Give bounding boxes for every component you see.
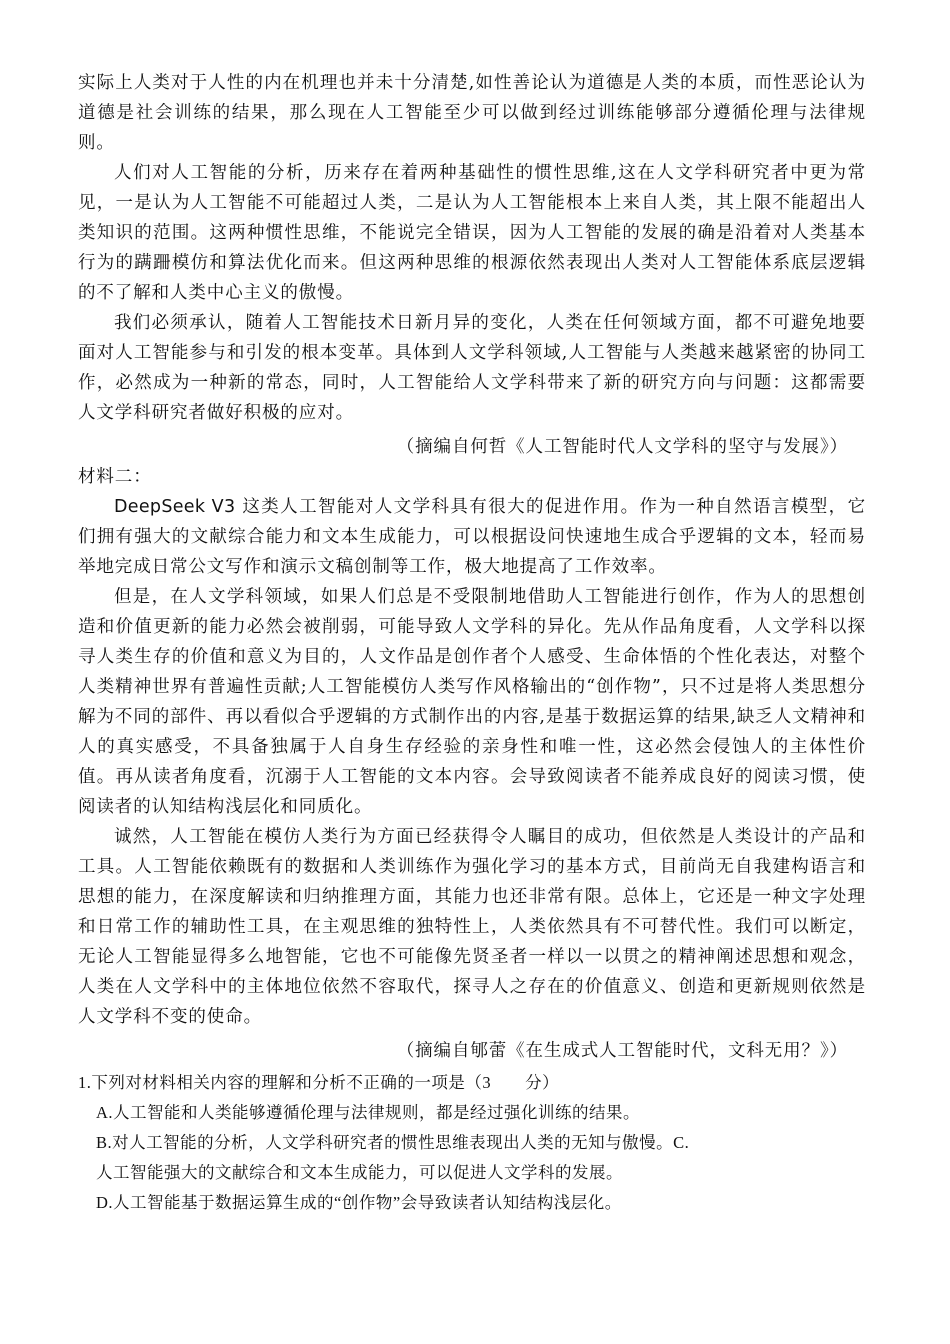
exam-page — [78, 68, 866, 1218]
material-two-paragraph-3: 诚然，人工智能在模仿人类行为方面已经获得令人瞩目的成功，但依然是人类设计的产品和工具。人工智能依赖既有的数据和人类训练作为强化学习的基本方式，目前尚无自我建构语言和思想的能力，在深度解读和归纳推理方面，其能力也还非常有限。总体上，它还是一种文字处理和日常工作的辅助性工具，在主观思维的独特性上，人类依然具有不可替代性。我们可以断定，无论人工智能显得多么地智能，它也不可能像先贤圣者一样以一以贯之的精神阐述思想和观念，人类在人文学科中的主体地位依然不容取代，探寻人之存在的价值意义、创造和更新规则依然是人文学科不变的使命。 — [78, 827, 866, 1027]
material-one-paragraph-1: 实际上人类对于人性的内在机理也并未十分清楚,如性善论认为道德是人类的本质，而性恶论认为道德是社会训练的结果，那么现在人工智能至少可以做到经过训练能够部分遵循伦理与法律规则。 — [78, 73, 866, 153]
option-c: 人工智能强大的文献综合和文本生成能力，可以促进人文学科的发展。 — [96, 1163, 623, 1182]
material-one-source: （摘编自何哲《人工智能时代人文学科的坚守与发展》） — [396, 437, 848, 457]
question-1 — [78, 1068, 866, 1218]
material-one-paragraph-2: 人们对人工智能的分析，历来存在着两种基础性的惯性思维,这在人文学科研究者中更为常见，一是认为人工智能不可能超过人类，二是认为人工智能根本上来自人类，其上限不能超出人类知识的范围。这两种惯性思维，不能说完全错误，因为人工智能的发展的确是沿着对人类基本行为的蹒跚模仿和算法优化而来。但这两种思维的根源依然表现出人类对人工智能体系底层逻辑的不了解和人类中心主义的傲慢。 — [78, 163, 866, 303]
material-two-paragraph-1-text: 这类人工智能对人文学科具有很大的促进作用。作为一种自然语言模型，它们拥有强大的文献综合能力和文本生成能力，可以根据设问快速地生成合乎逻辑的文本，轻而易举地完成日常公文写作和演示文稿创制等工作，极大地提高了工作效率。 — [78, 497, 866, 577]
question-stem: 1.下列对材料相关内容的理解和分析不正确的一项是（3 分） — [78, 1073, 560, 1092]
material-one-paragraph-3: 我们必须承认，随着人工智能技术日新月异的变化，人类在任何领域方面，都不可避免地要面对人工智能参与和引发的根本变革。具体到人文学科领域,人工智能与人类越来越紧密的协同工作，必然成为一种新的常态，同时，人工智能给人文学科带来了新的研究方向与问题：这都需要人文学科研究者做好积极的应对。 — [78, 313, 866, 423]
material-two-heading: 材料二： — [78, 467, 152, 487]
material-two-paragraph-1 — [78, 492, 866, 582]
option-a: A.人工智能和人类能够遵循伦理与法律规则，都是经过强化训练的结果。 — [96, 1103, 641, 1122]
material-two-source: （摘编自郇蕾《在生成式人工智能时代，文科无用？》） — [396, 1041, 848, 1061]
option-b: B.对人工智能的分析，人文学科研究者的惯性思维表现出人类的无知与傲慢。C. — [96, 1133, 690, 1152]
model-name: DeepSeek V3 — [114, 497, 236, 517]
option-d: D.人工智能基于数据运算生成的“创作物”会导致读者认知结构浅层化。 — [96, 1193, 622, 1212]
material-two-paragraph-2: 但是，在人文学科领域，如果人们总是不受限制地借助人工智能进行创作，作为人的思想创造和价值更新的能力必然会被削弱，可能导致人文学科的异化。先从作品角度看，人文学科以探寻人类生存的价值和意义为目的，人文作品是创作者个人感受、生命体悟的个性化表达，对整个人类精神世界有普遍性贡献;人工智能模仿人类写作风格输出的“创作物”，只不过是将人类思想分解为不同的部件、再以看似合乎逻辑的方式制作出的内容,是基于数据运算的结果,缺乏人文精神和人的真实感受，不具备独属于人自身生存经验的亲身性和唯一性，这必然会侵蚀人的主体性价值。再从读者角度看，沉溺于人工智能的文本内容。会导致阅读者不能养成良好的阅读习惯，使阅读者的认知结构浅层化和同质化。 — [78, 587, 866, 817]
